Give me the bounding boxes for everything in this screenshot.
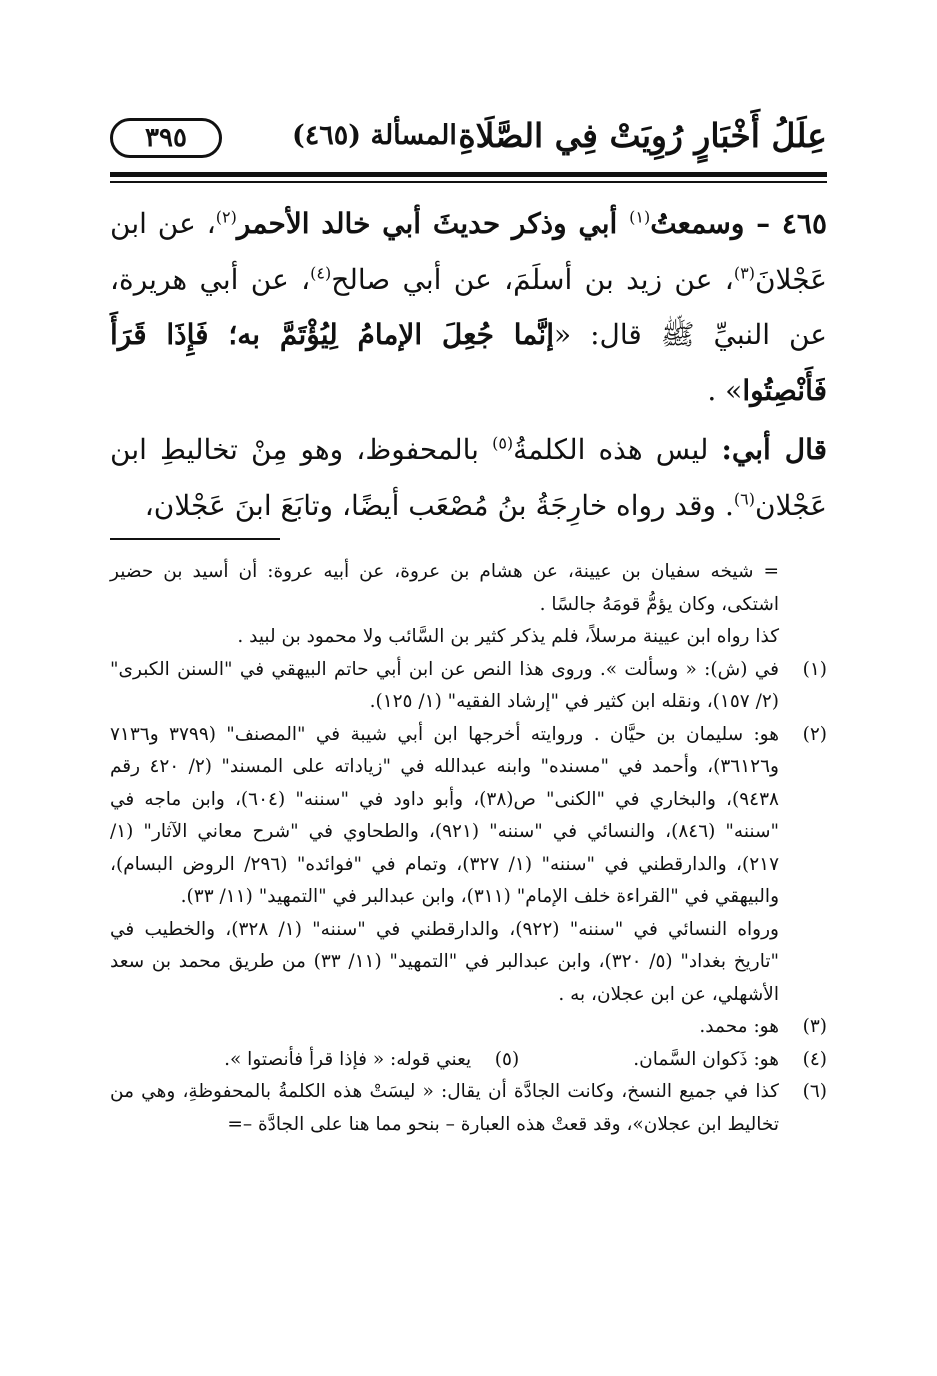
footnote-text: هو: ذَكوان السَّمان. xyxy=(633,1048,779,1070)
text-segment: أبي وذكر حديثَ أبي خالد الأحمر xyxy=(236,207,630,240)
footnote-ref: (١) xyxy=(629,207,651,227)
footnote-2-continuation: ورواه النسائي في "سننه" (٩٢٢)، والدارقطني في "سننه" (١/ ٣٢٨)، والخطيب في "تاريخ بغداد" (٥/ ٣٢٠)، وابن عبدالبر في "التمهيد" (١١/ ٣٣) من طريق محمد بن سعد الأشهلي، عن ابن عجلان، به . xyxy=(110,918,780,1005)
book-title: عِلَلُ أَخْبَارٍ رُوِيَتْ فِي الصَّلَاةِ xyxy=(458,116,827,155)
text-segment: » . xyxy=(707,373,743,407)
footnote-2 xyxy=(110,719,827,914)
page-number: ٣٩٥ xyxy=(110,118,222,158)
header-rule-thin xyxy=(110,181,827,183)
footnote-text: كذا في جميع النسخ، وكانت الجادَّة أن يقال: « ليسَتْ هذه الكلمةُ بالمحفوظةِ، وهي من تخاليط ابن عجلان»، وقد قعتْ هذه العبارة – بنحو مما هنا على الجادَّة –= xyxy=(110,1081,779,1135)
footnote-1 xyxy=(110,654,827,719)
main-text xyxy=(110,196,827,533)
issue-number: ٤٦٥ – xyxy=(756,207,828,240)
footnote-number: (٦) xyxy=(802,1081,827,1102)
text-segment: بالمحفوظ، وهو مِنْ تخاليطِ ابن عَجْلان xyxy=(110,433,827,522)
footnote-text: يعني قوله: « فإذا قرأ فأنصتوا ». xyxy=(224,1048,472,1070)
footnote-ref: (٦) xyxy=(733,489,755,509)
footnote-3 xyxy=(110,1011,827,1044)
text-segment: ، عن زيد بن أسلَمَ، عن أبي صالح xyxy=(331,262,734,296)
footnotes xyxy=(110,556,827,1141)
footnote-number: (١) xyxy=(802,658,827,680)
footnote-ref: (٢) xyxy=(215,207,237,227)
footnote-separator xyxy=(110,538,280,540)
issue-label: المسألة (٤٦٥) xyxy=(292,120,457,151)
header-rule-thick xyxy=(110,172,827,177)
footnote-continuation: كذا رواه ابن عيينة مرسلاً، فلم يذكر كثير بن السَّائب ولا محمود بن لبيد . xyxy=(237,626,779,647)
abu-hatim-paragraph xyxy=(110,422,827,533)
footnote-4 xyxy=(519,1044,827,1077)
footnote-ref: (٤) xyxy=(310,263,332,283)
text-segment: وسمعتُ xyxy=(650,207,757,240)
footnote-ref: (٥) xyxy=(492,433,514,453)
footnote-text: في (ش): « وسألت ». وروى هذا النص عن ابن أبي حاتم البيهقي في "السنن الكبرى" (٢/ ١٥٧)، ونقله ابن كثير في "إرشاد الفقيه" (١/ ١٢٥). xyxy=(110,658,779,712)
footnote-continuation: = شيخه سفيان بن عيينة، عن هشام بن عروة، عن أبيه عروة: أن أسيد بن حضير اشتكى، وكان يؤمُّ قومَهُ جالسًا . xyxy=(110,561,779,615)
issue-paragraph xyxy=(110,196,827,418)
footnote-6 xyxy=(110,1076,827,1141)
running-header xyxy=(110,112,827,164)
footnote-row-4-5 xyxy=(110,1044,827,1077)
hadith-text: إنَّما جُعِلَ الإمامُ لِيُؤْتَمَّ به؛ فَإِذَا قَرَأَ فَأَنْصِتُوا xyxy=(110,318,827,407)
text-segment: . وقد رواه خارِجَةُ بنُ مُصْعَب أيضًا، وتابَعَ ابنَ عَجْلان، xyxy=(144,488,734,522)
footnote-5 xyxy=(110,1044,519,1077)
footnote-number: (٥) xyxy=(494,1048,520,1070)
text-segment: ، عن ابن عَجْلانَ xyxy=(110,207,827,296)
speaker-lead: قال أبي: xyxy=(721,433,827,466)
footnote-number: (٣) xyxy=(802,1016,827,1037)
text-segment: ، عن أبي هريرة، عن النبيِّ ﷺ قال: « xyxy=(110,262,827,351)
footnote-text: هو: سليمان بن حيَّان . وروايته أخرجها ابن أبي شيبة في "المصنف" (٣٧٩٩ و٧١٣٦ و٣٦١٢٦)، وأحمد في "مسنده" وابنه عبدالله في "زياداته على المسند" (٢/ ٤٢٠ رقم ٩٤٣٨)، والبخاري في "الكنى" ص(٣٨)، وأبو داود في "سننه" (٦٠٤)، وابن ماجه في "سننه" (٨٤٦)، والنسائي في "سننه" (٩٢١)، والطحاوي في "شرح معاني الآثار" (١/ ٢١٧)، والدارقطني في "سننه" (١/ ٣٢٧)، وتمام في "فوائده" (٢٩٦/ الروض البسام)، والبيهقي في "القراءة خلف الإمام" (٣١١)، وابن عبدالبر في "التمهيد" (١١/ ٣٣). xyxy=(110,723,780,907)
footnote-number: (٢) xyxy=(802,723,827,745)
footnote-text: هو: محمد. xyxy=(699,1016,779,1037)
text-segment: ليس هذه الكلمةُ xyxy=(513,433,722,466)
footnote-number: (٤) xyxy=(802,1048,827,1070)
footnote-ref: (٣) xyxy=(733,263,755,283)
